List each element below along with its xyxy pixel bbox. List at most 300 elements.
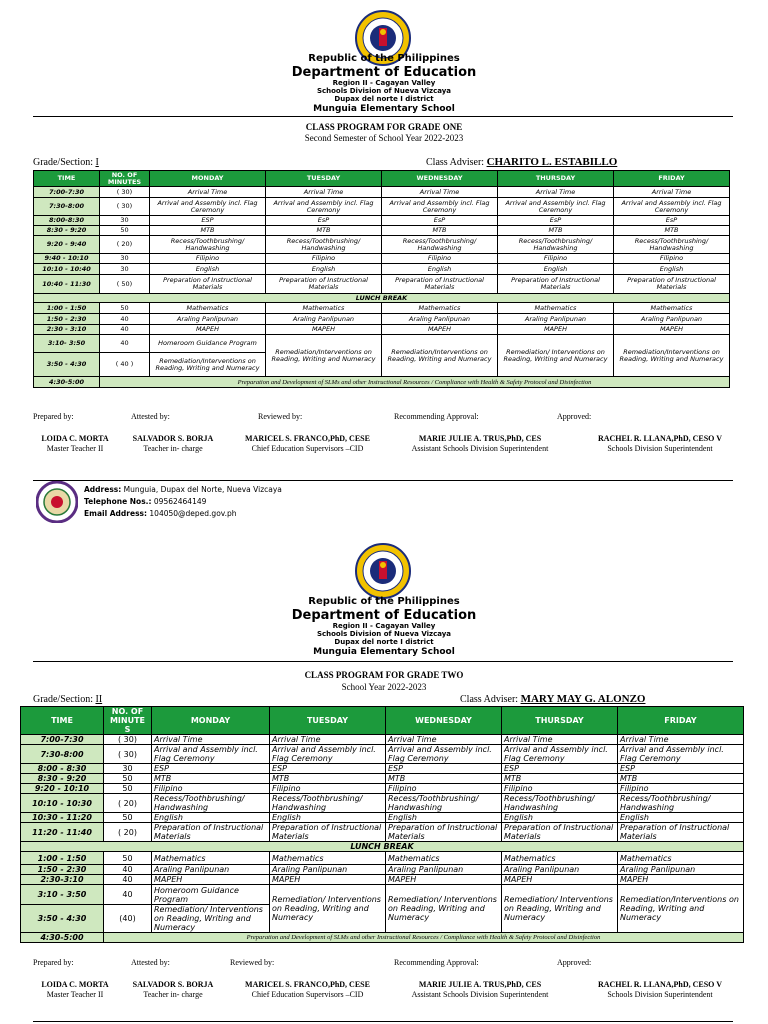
reviewed-by-label: Reviewed by: <box>230 958 275 967</box>
attested-by-label: Attested by: <box>131 958 170 967</box>
subject-cell: Preparation of Instructional Materials <box>502 823 618 842</box>
signatory-name: RACHEL R. LLANA,PhD, CESO V <box>597 434 723 443</box>
subject-cell: Filipino <box>382 254 498 264</box>
subject-cell: MAPEH <box>614 325 730 335</box>
subject-cell: Remediation/ Interventions on Reading, Writing and Numeracy <box>502 885 618 933</box>
class-adviser <box>426 156 617 168</box>
minutes-cell: ( 30) <box>104 745 152 764</box>
subject-cell: Preparation of Instructional Materials <box>618 823 744 842</box>
subject-cell: Recess/Toothbrushing/ Handwashing <box>614 236 730 254</box>
time-cell: 8:00 - 8:30 <box>21 764 104 774</box>
subject-cell: Arrival Time <box>618 735 744 745</box>
subject-cell: ESP <box>386 764 502 774</box>
grade-section-value: II <box>95 694 103 705</box>
minutes-cell: 30 <box>100 254 150 264</box>
lunch-break: LUNCH BREAK <box>34 294 730 303</box>
approved-label: Approved: <box>557 412 592 421</box>
table-body-late <box>34 335 730 388</box>
subject-cell: Mathematics <box>266 303 382 314</box>
time-cell: 10:10 - 10:40 <box>34 264 100 275</box>
table-row <box>34 198 730 216</box>
subject-cell: Mathematics <box>614 303 730 314</box>
subject-cell: Arrival Time <box>266 187 382 198</box>
table-body-pm <box>34 303 730 335</box>
subject-cell: Arrival Time <box>382 187 498 198</box>
subject-cell: MAPEH <box>270 875 386 885</box>
minutes-cell: 30 <box>100 264 150 275</box>
footer-address-value: Munguia, Dupax del Norte, Nueva Vizcaya <box>123 485 282 494</box>
subject-cell: Recess/Toothbrushing/ Handwashing <box>498 236 614 254</box>
subject-cell: Recess/Toothbrushing/ Handwashing <box>386 794 502 813</box>
subject-cell: Preparation of Instructional Materials <box>266 275 382 294</box>
subject-cell: Arrival Time <box>386 735 502 745</box>
table-row <box>34 335 730 353</box>
subject-cell: MAPEH <box>502 875 618 885</box>
note-cell: Preparation and Development of SLMs and other Instructional Resources / Compliance with Health & Safety Protocol and Disinfection <box>100 377 730 388</box>
subject-cell: English <box>618 813 744 823</box>
subject-cell: Filipino <box>152 784 270 794</box>
subject-cell: MAPEH <box>150 325 266 335</box>
subject-cell: Remediation/ Interventions on Reading, Writing and Numeracy <box>152 905 270 933</box>
subject-cell: Preparation of Instructional Materials <box>150 275 266 294</box>
column-header: MONDAY <box>150 171 266 187</box>
prepared-by-label: Prepared by: <box>33 958 74 967</box>
column-header: THURSDAY <box>498 171 614 187</box>
table-row <box>21 745 744 764</box>
header-divider <box>33 116 733 117</box>
subject-cell: Arrival Time <box>502 735 618 745</box>
subject-cell: Arrival and Assembly incl. Flag Ceremony <box>266 198 382 216</box>
column-header: TUESDAY <box>266 171 382 187</box>
column-header: NO. OF MINUTE S <box>104 707 152 735</box>
subject-cell: English <box>152 813 270 823</box>
table-row <box>34 236 730 254</box>
signatory-role: Master Teacher II <box>46 444 104 453</box>
subject-cell: EsP <box>614 216 730 226</box>
table-body-pm <box>21 852 744 885</box>
minutes-cell: (40) <box>104 905 152 933</box>
prepared-by-label: Prepared by: <box>33 412 74 421</box>
table-row <box>34 275 730 294</box>
grade-section-label: Grade/Section: <box>33 157 93 168</box>
minutes-cell: 50 <box>104 852 152 865</box>
footer-email-label: Email Address: <box>84 509 148 518</box>
subject-cell: Arrival and Assembly incl. Flag Ceremony <box>618 745 744 764</box>
column-header: TIME <box>21 707 104 735</box>
subject-cell: Recess/Toothbrushing/ Handwashing <box>618 794 744 813</box>
subject-cell: Arrival Time <box>498 187 614 198</box>
minutes-cell: 50 <box>100 303 150 314</box>
subject-cell: MTB <box>618 774 744 784</box>
subject-cell: Mathematics <box>502 852 618 865</box>
minutes-cell: 50 <box>104 813 152 823</box>
column-header: MONDAY <box>152 707 270 735</box>
subject-cell: English <box>270 813 386 823</box>
signatory-role: Schools Division Superintendent <box>607 444 713 453</box>
minutes-cell: 40 <box>104 865 152 875</box>
subject-cell: Filipino <box>618 784 744 794</box>
footer-divider <box>33 1021 733 1022</box>
signatory-role: Chief Education Supervisors –CID <box>251 990 364 999</box>
signatory-name: LOIDA C. MORTA <box>41 980 109 989</box>
table-header-row <box>21 707 744 735</box>
header-department: Department of Education <box>291 65 477 80</box>
subject-cell: Recess/Toothbrushing/ Handwashing <box>266 236 382 254</box>
subject-cell: English <box>498 264 614 275</box>
subject-cell: ESP <box>618 764 744 774</box>
signatory-name: MARICEL S. FRANCO,PhD, CESE <box>245 434 370 443</box>
subject-cell: Homeroom Guidance Program <box>150 335 266 353</box>
table-row <box>34 314 730 325</box>
table-row <box>21 813 744 823</box>
signatory-name: SALVADOR S. BORJA <box>132 434 214 443</box>
signatory-role: Assistant Schools Division Superintendent <box>411 444 549 453</box>
subject-cell: Recess/Toothbrushing/ Handwashing <box>502 794 618 813</box>
schedule-table-grade-two <box>20 706 744 943</box>
subject-cell: Araling Panlipunan <box>386 865 502 875</box>
subject-cell: English <box>502 813 618 823</box>
minutes-cell: 30 <box>104 764 152 774</box>
subject-cell: Filipino <box>502 784 618 794</box>
subject-cell: Araling Panlipunan <box>152 865 270 875</box>
subject-cell: MAPEH <box>498 325 614 335</box>
subject-cell: MTB <box>270 774 386 784</box>
subject-cell: MTB <box>502 774 618 784</box>
subject-cell: Remediation/Interventions on Reading, Writing and Numeracy <box>150 353 266 377</box>
time-cell: 11:20 - 11:40 <box>21 823 104 842</box>
deped-seal-icon <box>355 543 411 599</box>
subject-cell: Filipino <box>386 784 502 794</box>
time-cell: 3:50 - 4:30 <box>21 905 104 933</box>
table-row <box>34 303 730 314</box>
subject-cell: Arrival Time <box>150 187 266 198</box>
subject-cell: Arrival and Assembly incl. Flag Ceremony <box>382 198 498 216</box>
signatory-name: RACHEL R. LLANA,PhD, CESO V <box>597 980 723 989</box>
subject-cell: Remediation/ Interventions on Reading, Writing and Numeracy <box>270 885 386 933</box>
column-header: TUESDAY <box>270 707 386 735</box>
minutes-cell: 40 <box>100 314 150 325</box>
time-cell: 1:00 - 1:50 <box>21 852 104 865</box>
time-cell: 8:30 - 9:20 <box>21 774 104 784</box>
column-header: FRIDAY <box>614 171 730 187</box>
table-row <box>34 187 730 198</box>
subject-cell: Araling Panlipunan <box>266 314 382 325</box>
subject-cell: Preparation of Instructional Materials <box>152 823 270 842</box>
subject-cell: ESP <box>152 764 270 774</box>
footer-phone-value: 09562464149 <box>153 497 207 506</box>
school-logo-icon <box>36 481 78 523</box>
time-cell: 8:30 - 9:20 <box>34 226 100 236</box>
class-adviser-value: MARY MAY G. ALONZO <box>520 693 646 705</box>
table-row <box>34 254 730 264</box>
table-row <box>21 774 744 784</box>
signatory-role: Assistant Schools Division Superintendent <box>411 990 549 999</box>
time-cell: 4:30-5:00 <box>21 933 104 943</box>
signatory-role: Teacher in- charge <box>143 990 203 999</box>
recommending-approval-label: Recommending Approval: <box>394 412 479 421</box>
subject-cell: English <box>386 813 502 823</box>
subject-cell: Mathematics <box>386 852 502 865</box>
subject-cell: Mathematics <box>270 852 386 865</box>
header-region: Region II - Cagayan Valley <box>332 79 436 87</box>
table-row <box>34 226 730 236</box>
minutes-cell: ( 40 ) <box>100 353 150 377</box>
subject-cell: Remediation/Interventions on Reading, Writing and Numeracy <box>382 335 498 377</box>
note-cell: Preparation and Development of SLMs and other Instructional Resources / Compliance with Health & Safety Protocol and Disinfection <box>104 933 744 943</box>
subject-cell: Arrival and Assembly incl. Flag Ceremony <box>150 198 266 216</box>
header-republic: Republic of the Philippines <box>308 53 460 64</box>
time-cell: 1:50 - 2:30 <box>34 314 100 325</box>
subject-cell: Filipino <box>614 254 730 264</box>
footer-email-value: 104050@deped.gov.ph <box>149 509 237 518</box>
subject-cell: ESP <box>502 764 618 774</box>
footer-phone-label: Telephone Nos.: <box>84 497 152 506</box>
subject-cell: Remediation/ Interventions on Reading, Writing and Numeracy <box>386 885 502 933</box>
subject-cell: Filipino <box>266 254 382 264</box>
subject-cell: Preparation of Instructional Materials <box>386 823 502 842</box>
table-row <box>21 852 744 865</box>
signatory-role: Master Teacher II <box>46 990 104 999</box>
class-adviser <box>460 693 645 705</box>
subject-cell: EsP <box>266 216 382 226</box>
table-row <box>21 794 744 813</box>
column-header: TIME <box>34 171 100 187</box>
table-row <box>21 885 744 905</box>
subject-cell: Recess/Toothbrushing/ Handwashing <box>152 794 270 813</box>
table-body-am <box>34 187 730 294</box>
minutes-cell: ( 30) <box>100 187 150 198</box>
subject-cell: Mathematics <box>618 852 744 865</box>
subject-cell: MTB <box>150 226 266 236</box>
subject-cell: Homeroom Guidance Program <box>152 885 270 905</box>
subject-cell: MAPEH <box>386 875 502 885</box>
time-cell: 7:00-7:30 <box>21 735 104 745</box>
signatory-name: SALVADOR S. BORJA <box>132 980 214 989</box>
subject-cell: MAPEH <box>152 875 270 885</box>
table-row <box>21 784 744 794</box>
table-row <box>21 875 744 885</box>
time-cell: 7:30-8:00 <box>21 745 104 764</box>
time-cell: 9:40 - 10:10 <box>34 254 100 264</box>
subject-cell: Araling Panlipunan <box>614 314 730 325</box>
subject-cell: Arrival and Assembly incl. Flag Ceremony <box>498 198 614 216</box>
subject-cell: Araling Panlipunan <box>502 865 618 875</box>
time-cell: 10:10 - 10:30 <box>21 794 104 813</box>
time-cell: 8:00-8:30 <box>34 216 100 226</box>
subject-cell: Araling Panlipunan <box>270 865 386 875</box>
lunch-break: LUNCH BREAK <box>21 842 744 852</box>
table-body-lunch <box>34 294 730 303</box>
minutes-cell: 40 <box>104 885 152 905</box>
subject-cell: Arrival and Assembly incl. Flag Ceremony <box>502 745 618 764</box>
table-row <box>21 933 744 943</box>
subject-cell: English <box>266 264 382 275</box>
attested-by-label: Attested by: <box>131 412 170 421</box>
table-row <box>21 865 744 875</box>
minutes-cell: 40 <box>100 335 150 353</box>
subject-cell: Arrival Time <box>152 735 270 745</box>
signatory-role: Schools Division Superintendent <box>607 990 713 999</box>
time-cell: 10:30 - 11:20 <box>21 813 104 823</box>
subject-cell: Arrival and Assembly incl. Flag Ceremony <box>386 745 502 764</box>
minutes-cell: 30 <box>100 216 150 226</box>
subject-cell: Mathematics <box>498 303 614 314</box>
header-divider <box>33 661 733 662</box>
approved-label: Approved: <box>557 958 592 967</box>
subject-cell: Arrival Time <box>270 735 386 745</box>
footer-phone <box>84 497 206 506</box>
subject-cell: Recess/Toothbrushing/ Handwashing <box>150 236 266 254</box>
subject-cell: Arrival and Assembly incl. Flag Ceremony <box>614 198 730 216</box>
minutes-cell: 50 <box>104 784 152 794</box>
time-cell: 7:00-7:30 <box>34 187 100 198</box>
subject-cell: MTB <box>382 226 498 236</box>
table-row <box>34 294 730 303</box>
subject-cell: Remediation/Interventions on Reading, Writing and Numeracy <box>266 335 382 377</box>
table-row <box>21 842 744 852</box>
table-row <box>21 764 744 774</box>
program-subtitle: Second Semester of School Year 2022-2023 <box>304 133 464 143</box>
program-title: CLASS PROGRAM FOR GRADE TWO <box>304 670 464 680</box>
subject-cell: Arrival and Assembly incl. Flag Ceremony <box>152 745 270 764</box>
subject-cell: ESP <box>270 764 386 774</box>
column-header: WEDNESDAY <box>386 707 502 735</box>
time-cell: 2:30-3:10 <box>21 875 104 885</box>
subject-cell: Preparation of Instructional Materials <box>498 275 614 294</box>
subject-cell: MAPEH <box>266 325 382 335</box>
class-adviser-label: Class Adviser: <box>460 694 519 705</box>
minutes-cell: 50 <box>104 774 152 784</box>
grade-section-label: Grade/Section: <box>33 694 93 705</box>
minutes-cell: ( 50) <box>100 275 150 294</box>
program-subtitle: School Year 2022-2023 <box>341 682 427 692</box>
header-division: Schools Division of Nueva Vizcaya <box>316 630 452 638</box>
subject-cell: MTB <box>152 774 270 784</box>
subject-cell: Recess/Toothbrushing/ Handwashing <box>270 794 386 813</box>
time-cell: 10:40 - 11:30 <box>34 275 100 294</box>
header-republic: Republic of the Philippines <box>308 596 460 607</box>
time-cell: 1:50 - 2:30 <box>21 865 104 875</box>
signatory-name: MARIE JULIE A. TRUS,PhD, CES <box>418 980 542 989</box>
minutes-cell: ( 30) <box>104 735 152 745</box>
subject-cell: Filipino <box>270 784 386 794</box>
table-body-late <box>21 885 744 943</box>
reviewed-by-label: Reviewed by: <box>258 412 303 421</box>
grade-section <box>33 694 102 705</box>
grade-section-value: I <box>95 157 99 168</box>
footer-address <box>84 485 282 494</box>
subject-cell: Remediation/Interventions on Reading, Writing and Numeracy <box>618 885 744 933</box>
subject-cell: MAPEH <box>618 875 744 885</box>
signatory-name: MARIE JULIE A. TRUS,PhD, CES <box>418 434 542 443</box>
subject-cell: Preparation of Instructional Materials <box>614 275 730 294</box>
subject-cell: Recess/Toothbrushing/ Handwashing <box>382 236 498 254</box>
header-school: Munguia Elementary School <box>313 104 455 114</box>
class-adviser-value: CHARITO L. ESTABILLO <box>486 156 618 168</box>
program-title: CLASS PROGRAM FOR GRADE ONE <box>305 122 463 132</box>
time-cell: 3:10- 3:50 <box>34 335 100 353</box>
subject-cell: Filipino <box>498 254 614 264</box>
subject-cell: MTB <box>386 774 502 784</box>
header-district: Dupax del norte I district <box>334 638 434 646</box>
class-adviser-label: Class Adviser: <box>426 157 485 168</box>
table-body-lunch <box>21 842 744 852</box>
table-row <box>34 264 730 275</box>
signatory-role: Chief Education Supervisors –CID <box>251 444 364 453</box>
subject-cell: Preparation of Instructional Materials <box>382 275 498 294</box>
table-header-row <box>34 171 730 187</box>
time-cell: 2:30 - 3:10 <box>34 325 100 335</box>
header-region: Region II - Cagayan Valley <box>332 622 436 630</box>
schedule-table-grade-one <box>33 170 730 388</box>
header-school: Munguia Elementary School <box>313 647 455 657</box>
subject-cell: MTB <box>266 226 382 236</box>
subject-cell: Preparation of Instructional Materials <box>270 823 386 842</box>
subject-cell: Araling Panlipunan <box>150 314 266 325</box>
subject-cell: Arrival Time <box>614 187 730 198</box>
subject-cell: Mathematics <box>152 852 270 865</box>
subject-cell: Filipino <box>150 254 266 264</box>
header-department: Department of Education <box>291 608 477 623</box>
signatory-name: MARICEL S. FRANCO,PhD, CESE <box>245 980 370 989</box>
subject-cell: Mathematics <box>150 303 266 314</box>
footer-email <box>84 509 237 518</box>
subject-cell: MTB <box>614 226 730 236</box>
minutes-cell: 50 <box>100 226 150 236</box>
table-row <box>21 735 744 745</box>
recommending-approval-label: Recommending Approval: <box>394 958 479 967</box>
minutes-cell: ( 20) <box>104 794 152 813</box>
footer-divider <box>33 480 733 481</box>
time-cell: 3:10 - 3:50 <box>21 885 104 905</box>
signatory-name: LOIDA C. MORTA <box>41 434 109 443</box>
header-district: Dupax del norte I district <box>334 95 434 103</box>
minutes-cell: ( 20) <box>100 236 150 254</box>
signatory-role: Teacher in- charge <box>143 444 203 453</box>
column-header: FRIDAY <box>618 707 744 735</box>
time-cell: 3:50 - 4:30 <box>34 353 100 377</box>
subject-cell: MTB <box>498 226 614 236</box>
minutes-cell: 40 <box>104 875 152 885</box>
column-header: WEDNESDAY <box>382 171 498 187</box>
time-cell: 4:30-5:00 <box>34 377 100 388</box>
subject-cell: Remediation/ Interventions on Reading, Writing and Numeracy <box>498 335 614 377</box>
column-header: THURSDAY <box>502 707 618 735</box>
column-header: NO. OF MINUTES <box>100 171 150 187</box>
subject-cell: Mathematics <box>382 303 498 314</box>
subject-cell: Arrival and Assembly incl. Flag Ceremony <box>270 745 386 764</box>
subject-cell: English <box>614 264 730 275</box>
subject-cell: EsP <box>382 216 498 226</box>
table-row <box>21 823 744 842</box>
header-division: Schools Division of Nueva Vizcaya <box>316 87 452 95</box>
minutes-cell: ( 20) <box>104 823 152 842</box>
time-cell: 7:30-8:00 <box>34 198 100 216</box>
time-cell: 1:00 - 1:50 <box>34 303 100 314</box>
subject-cell: English <box>150 264 266 275</box>
subject-cell: EsP <box>498 216 614 226</box>
table-row <box>34 377 730 388</box>
subject-cell: Remediation/Interventions on Reading, Writing and Numeracy <box>614 335 730 377</box>
subject-cell: English <box>382 264 498 275</box>
subject-cell: Araling Panlipunan <box>498 314 614 325</box>
minutes-cell: ( 30) <box>100 198 150 216</box>
table-row <box>34 216 730 226</box>
time-cell: 9:20 - 10:10 <box>21 784 104 794</box>
subject-cell: ESP <box>150 216 266 226</box>
minutes-cell: 40 <box>100 325 150 335</box>
time-cell: 9:20 - 9:40 <box>34 236 100 254</box>
